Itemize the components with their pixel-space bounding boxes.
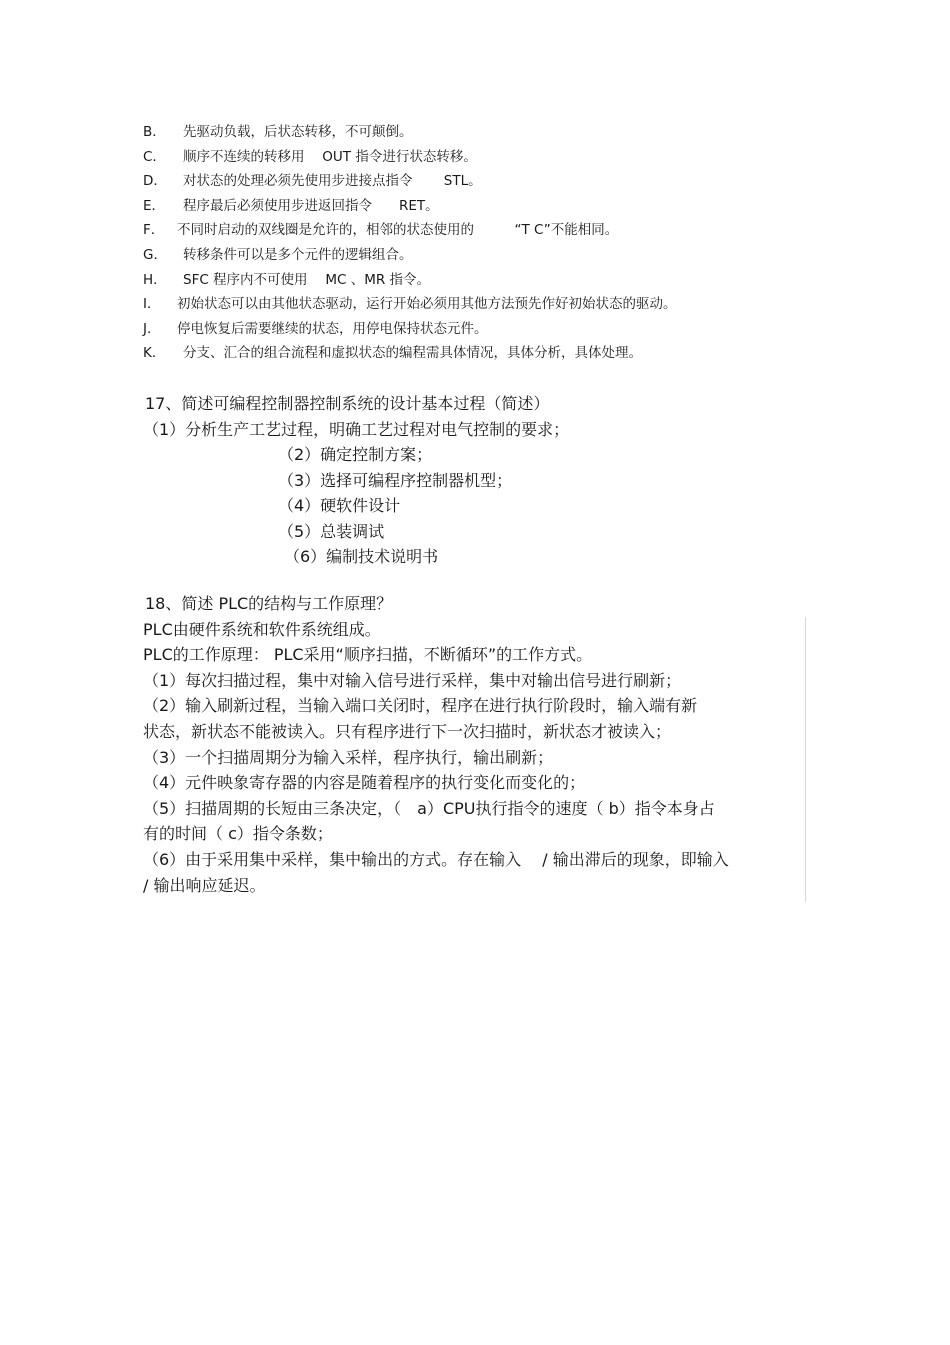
list-item bbox=[143, 341, 823, 366]
item-letter: K． bbox=[143, 345, 166, 362]
list-item bbox=[143, 218, 823, 243]
item-text: 转移条件可以是多个元件的逻辑组合。 bbox=[183, 246, 413, 263]
question-18-line: PLC由硬件系统和软件系统组成。 bbox=[143, 619, 381, 639]
item-text: 停电恢复后需要继续的状态，用停电保持状态元件。 bbox=[177, 320, 488, 337]
item-letter: E． bbox=[143, 197, 166, 214]
question-18-line: （4）元件映象寄存器的内容是随着程序的执行变化而变化的； bbox=[143, 773, 586, 793]
margin-rule bbox=[805, 617, 806, 902]
question-17-step: （3）选择可编程序控制器机型； bbox=[278, 470, 513, 490]
item-text: SFC 程序内不可使用 MC 、MR 指令。 bbox=[183, 271, 431, 288]
question-18-title: 18、简述 PLC的结构与工作原理？ bbox=[145, 594, 393, 613]
item-letter: C． bbox=[143, 148, 166, 165]
question-18 bbox=[143, 591, 795, 898]
question-17-step: （2）确定控制方案； bbox=[278, 445, 433, 464]
item-letter: J． bbox=[143, 320, 161, 337]
question-18-line: / 输出响应延迟。 bbox=[143, 875, 266, 895]
list-item bbox=[143, 317, 823, 342]
question-18-line: （6）由于采用集中采样，集中输出的方式。存在输入 / 输出滞后的现象，即输入 bbox=[143, 849, 729, 869]
question-18-line: 有的时间（ c）指令条数； bbox=[143, 824, 333, 844]
item-text: 顺序不连续的转移用 OUT 指令进行状态转移。 bbox=[183, 148, 477, 165]
list-item bbox=[143, 120, 823, 145]
item-text: 对状态的处理必须先使用步进接点指令 STL。 bbox=[183, 173, 482, 190]
question-18-line: PLC的工作原理： PLC采用“顺序扫描，不断循环”的工作方式。 bbox=[143, 645, 593, 665]
question-17-step: （4）硬软件设计 bbox=[278, 496, 401, 515]
list-item bbox=[143, 268, 823, 293]
list-item bbox=[143, 292, 823, 317]
question-18-line: 状态，新状态不能被读入。只有程序进行下一次扫描时，新状态才被读入； bbox=[143, 721, 672, 741]
item-text: 先驱动负载，后状态转移，不可颠倒。 bbox=[183, 124, 413, 140]
list-item bbox=[143, 243, 823, 268]
item-letter: D． bbox=[143, 173, 167, 190]
list-item bbox=[143, 169, 823, 194]
question-18-line: （2）输入刷新过程，当输入端口关闭时，程序在进行执行阶段时，输入端有新 bbox=[143, 696, 698, 716]
list-item bbox=[143, 194, 823, 219]
question-18-line: （1）每次扫描过程，集中对输入信号进行采样，集中对输出信号进行刷新； bbox=[143, 670, 682, 690]
question-17-step: （5）总装调试 bbox=[278, 521, 385, 541]
item-text: 程序最后必须使用步进返回指令 RET。 bbox=[183, 197, 439, 214]
state-rules-list bbox=[143, 120, 823, 366]
question-17-title: 17、简述可编程控制器控制系统的设计基本过程（简述） bbox=[145, 394, 550, 413]
item-letter: G． bbox=[143, 246, 167, 263]
item-text: 初始状态可以由其他状态驱动，运行开始必须用其他方法预先作好初始状态的驱动。 bbox=[177, 296, 677, 313]
question-18-line: （3）一个扫描周期分为输入采样，程序执行，输出刷新； bbox=[143, 747, 554, 767]
question-17-step: （1）分析生产工艺过程，明确工艺过程对电气控制的要求； bbox=[143, 419, 570, 439]
item-letter: I． bbox=[143, 296, 161, 313]
item-text: 分支、汇合的组合流程和虚拟状态的编程需具体情况，具体分析，具体处理。 bbox=[183, 345, 642, 362]
question-17 bbox=[143, 391, 823, 570]
question-17-step: （6）编制技术说明书 bbox=[284, 547, 439, 566]
item-text: 不同时启动的双线圈是允许的，相邻的状态使用的 “T C”不能相同。 bbox=[177, 222, 619, 239]
item-letter: B． bbox=[143, 124, 166, 140]
item-letter: F． bbox=[143, 222, 165, 239]
item-letter: H． bbox=[143, 271, 167, 288]
list-item bbox=[143, 145, 823, 170]
question-18-line: （5）扫描周期的长短由三条决定，（ a）CPU执行指令的速度（ b）指令本身占 bbox=[143, 798, 715, 818]
